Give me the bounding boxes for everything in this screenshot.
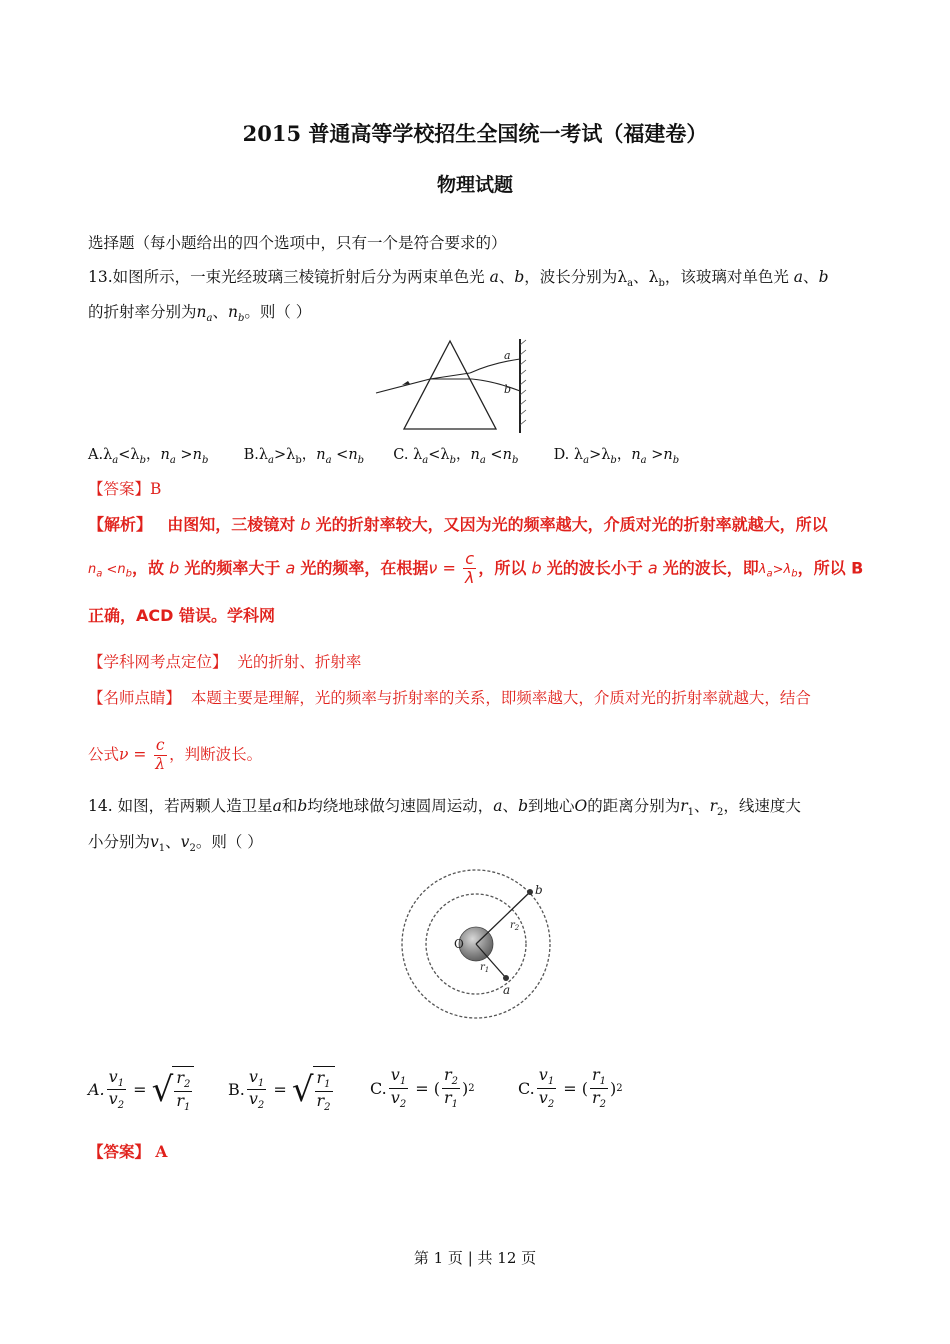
q13-stem-line2: 的折射率分别为$n_a$、$n_b$。则（ ）	[88, 303, 312, 325]
q14-option-c: C. $\frac{v_1}{v_2}$ = ( $\frac{r_2}{r_1}$ ) 2	[370, 1065, 475, 1110]
orbit-label-r2: $r_2$	[510, 920, 520, 932]
prism-label-a: a	[504, 349, 511, 362]
q13-option-d: D. $\lambda_a>\lambda_b$，$n_a >n_b$	[553, 447, 680, 466]
orbit-label-o: O	[454, 937, 464, 951]
q14-option-a: A. $\frac{v_1}{v_2}$ = √ $\frac{r_2}{r_1}$	[88, 1066, 194, 1113]
q14-stem-line2: 小分别为$v_1$、$v_2$。则（ ）	[88, 833, 263, 855]
q13-answer: 【答案】B	[88, 480, 162, 498]
q13-tip-line2: 公式ν = $\frac{c}{\lambda}$ ，判断波长。	[88, 736, 263, 773]
q13-topic: 【学科网考点定位】 光的折射、折射率	[88, 653, 362, 671]
orbit-figure	[396, 868, 566, 1028]
q14-stem-line1: 14. 如图，若两颗人造卫星a和b均绕地球做匀速圆周运动，a、b到地心O的距离分别为$r_1$、$r_2$，线速度大	[88, 797, 801, 819]
q14-option-b: B. $\frac{v_1}{v_2}$ = √ $\frac{r_1}{r_2}$	[228, 1066, 335, 1113]
q14-answer: 【答案】 A	[88, 1142, 168, 1161]
section-heading: 选择题（每小题给出的四个选项中，只有一个是符合要求的）	[88, 234, 507, 252]
prism-figure	[372, 335, 532, 437]
q13-option-b: $B.\lambda_a>\lambda_b$，$n_a <n_b$	[243, 447, 365, 466]
q13-tip-line1: 【名师点睛】 本题主要是理解，光的频率与折射率的关系，即频率越大，介质对光的折射率就越大，结合	[88, 689, 811, 707]
watermark: ​	[96, 540, 104, 561]
page-subtitle: 物理试题	[436, 174, 513, 196]
q13-stem-line1: 13.如图所示，一束光经玻璃三棱镜折射后分为两束单色光 a、b，波长分别为$\lambda_a$、$\lambda_b$，该玻璃对单色光 a、b	[88, 268, 829, 290]
page-footer: 第 1 页 | 共 12 页	[413, 1249, 537, 1267]
prism-label-b: b	[504, 383, 512, 396]
q13-options	[88, 443, 679, 466]
q13-analysis-line2: $n_a <n_b$，故 b 光的频率大于 a 光的频率，在根据ν = $\frac{c}{\lambda}$ ，所以 b 光的波长小于 a 光的波长，即$\lambda_a>\lambda_b$，所以 B	[88, 549, 864, 588]
orbit-label-b: b	[535, 883, 543, 897]
q13-analysis-line1: 【解析】 由图知，三棱镜对 b 光的折射率较大，又因为光的频率越大，介质对光的折射率就越大，所以	[88, 515, 828, 534]
q13-option-c: C. $\lambda_a<\lambda_b$，$n_a <n_b$	[393, 447, 519, 466]
q13-analysis-line3: 正确，ACD 错误。学科网	[88, 606, 275, 625]
orbit-label-r1: $r_1$	[480, 962, 490, 974]
q14-option-d: C. $\frac{v_1}{v_2}$ = ( $\frac{r_1}{r_2}$ ) 2	[518, 1065, 623, 1110]
q13-option-a: $A.\lambda_a<\lambda_b$，$n_a >n_b$	[88, 447, 209, 466]
orbit-label-a: a	[503, 983, 511, 997]
page-title: 2015 普通高等学校招生全国统一考试（福建卷）	[242, 121, 708, 146]
